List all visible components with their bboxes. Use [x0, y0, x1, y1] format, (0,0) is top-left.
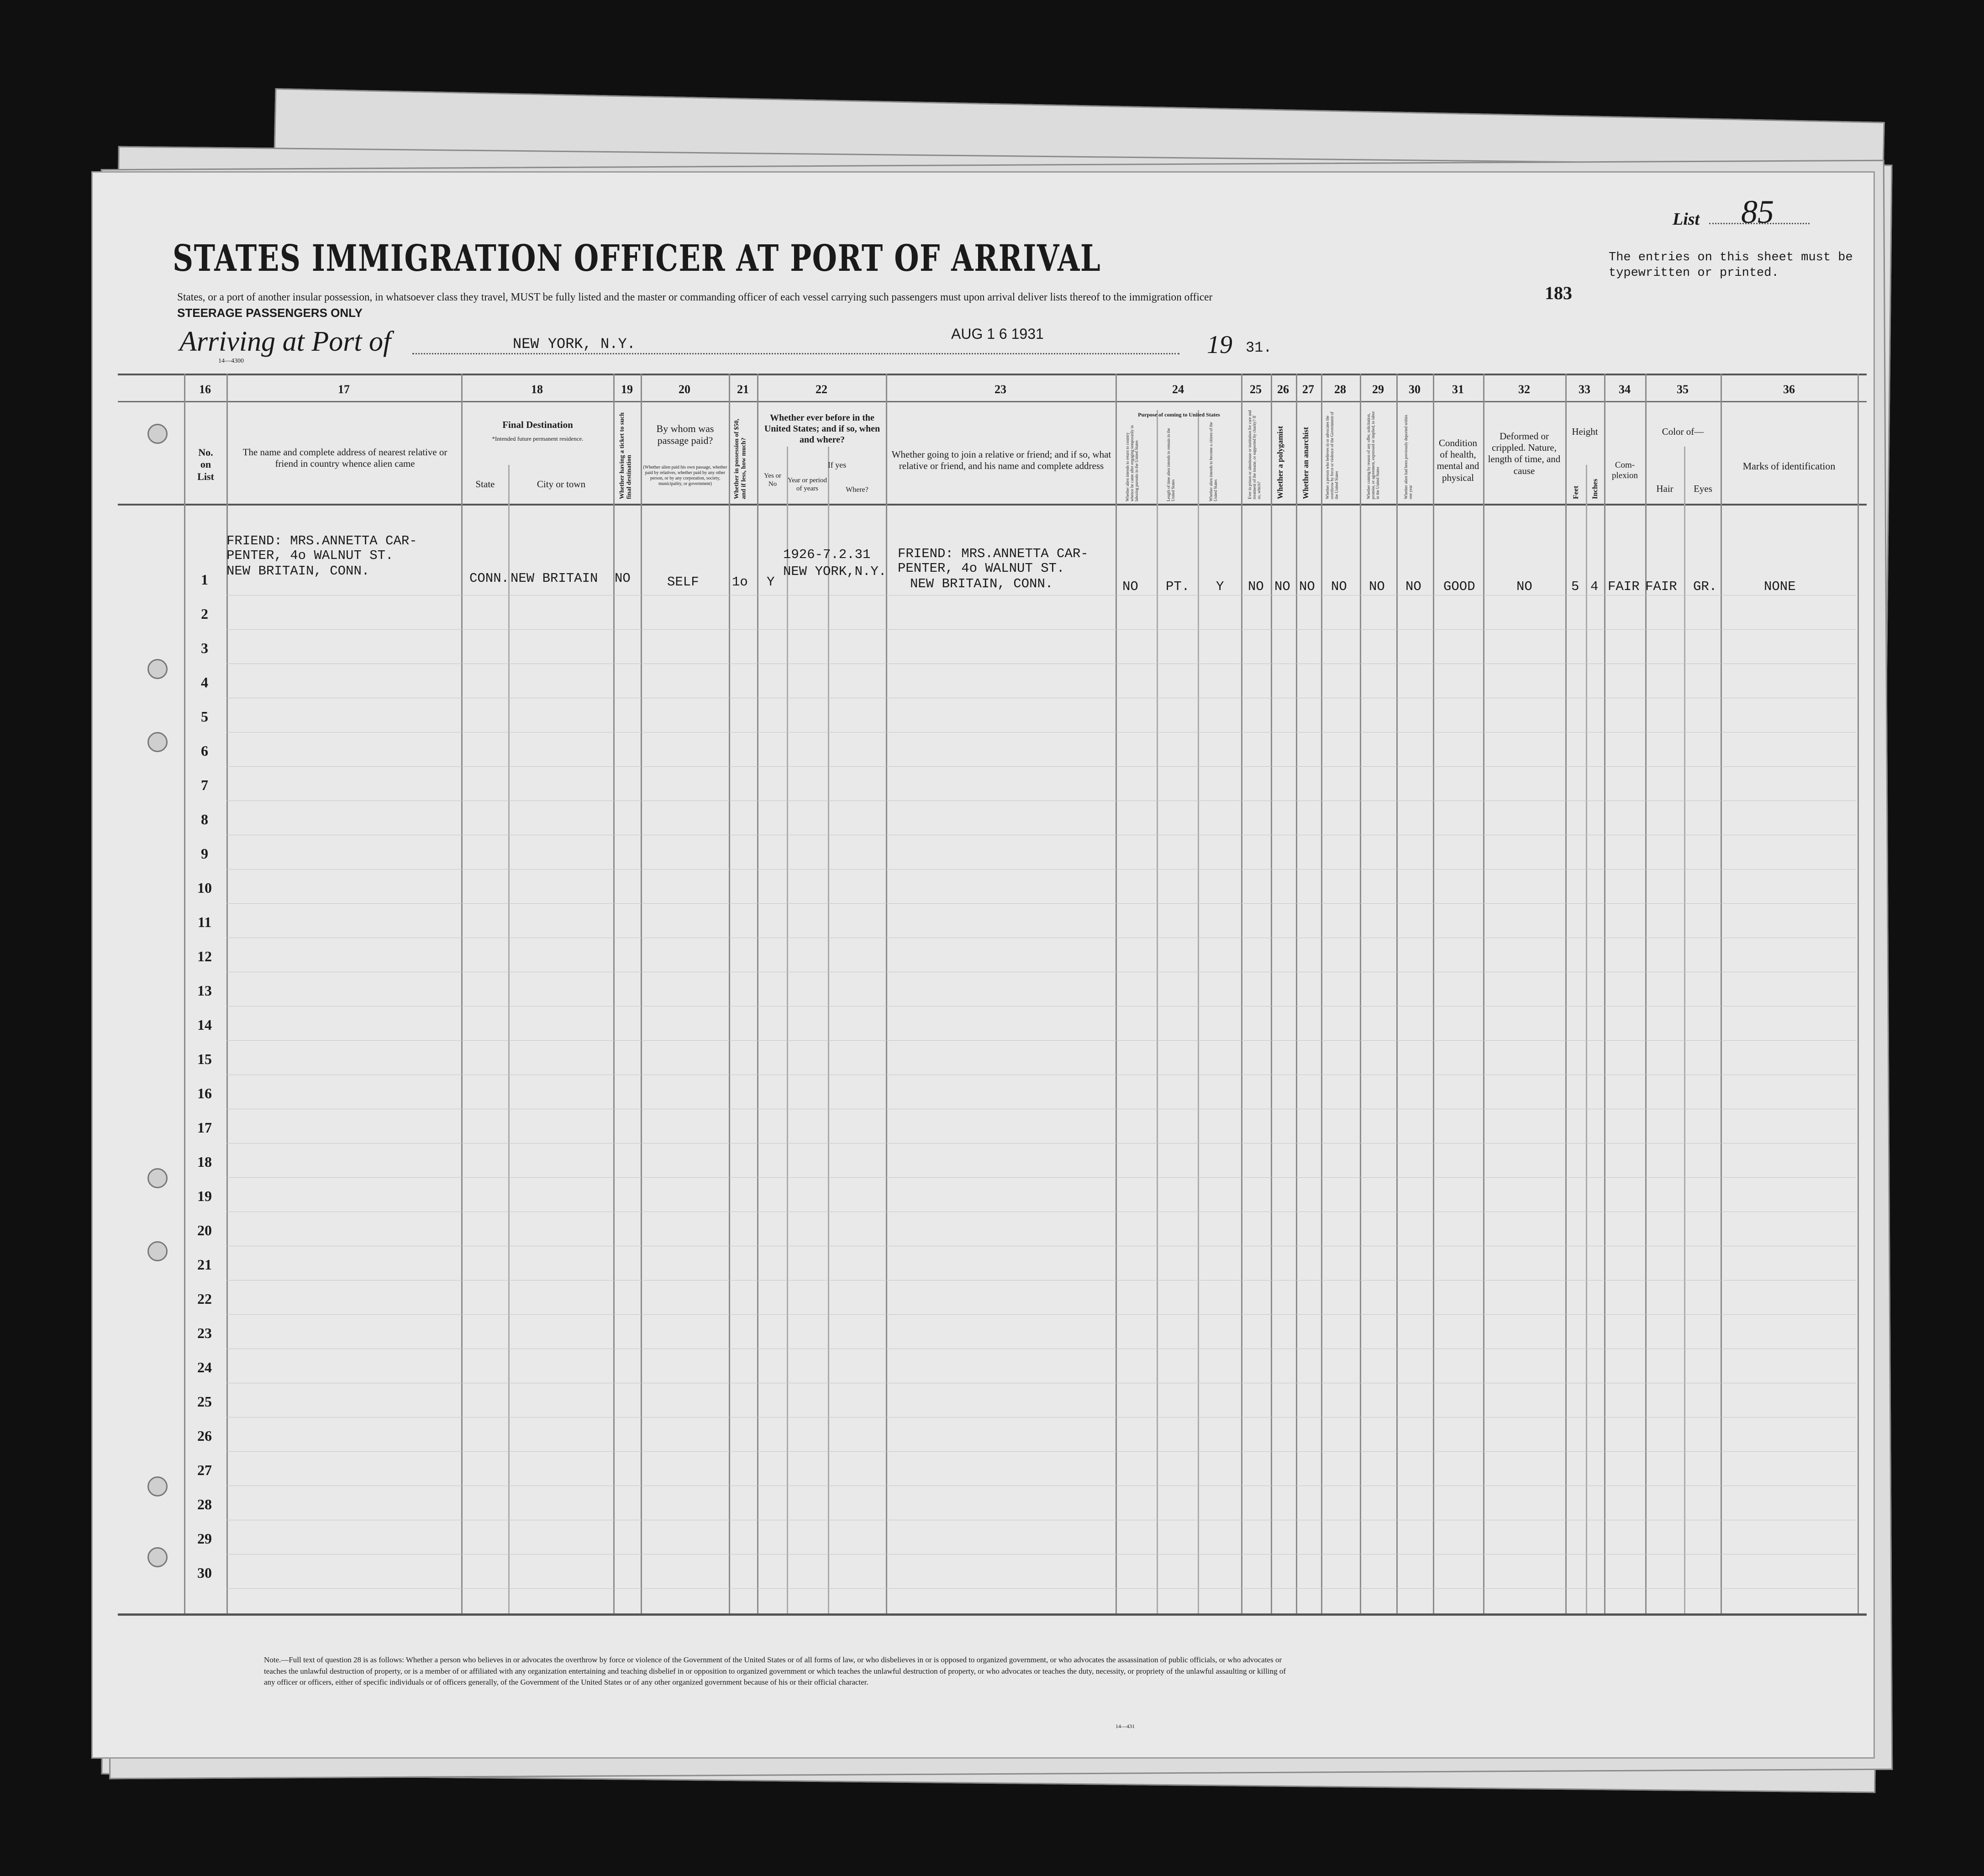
colnum-19: 19: [621, 383, 633, 396]
year-suffix: 31.: [1246, 339, 1272, 356]
col-divider: [1360, 374, 1361, 1613]
row-line: [226, 1314, 1857, 1315]
header-purpose: Purpose of coming to United States: [1138, 411, 1220, 418]
colnum-18: 18: [531, 383, 543, 396]
steerage-label: STEERAGE PASSENGERS ONLY: [177, 306, 363, 320]
header-state: State: [475, 479, 495, 490]
entry-labor-offer: NO: [1369, 579, 1385, 594]
col-divider: [1645, 374, 1647, 1613]
row-line: [226, 1143, 1857, 1144]
entry-purpose-return: NO: [1122, 579, 1138, 594]
header-city: City or town: [537, 479, 586, 490]
binder-hole: [147, 1547, 168, 1567]
entry-marks: NONE: [1764, 579, 1796, 594]
header-prison: Ever in prison or almshouse or institution for care and treatment of the insane, or supported by charity? If so, which?: [1247, 410, 1261, 499]
colnum-17: 17: [338, 383, 350, 396]
entry-health: GOOD: [1443, 579, 1475, 594]
header-final-destination-note: *Intended future permanent residence.: [492, 435, 584, 442]
row-number: 20: [197, 1222, 212, 1238]
header-deformed: Deformed or crippled. Nature, length of time, and cause: [1488, 431, 1561, 476]
entry-deformed: NO: [1516, 579, 1532, 594]
colnum-32: 32: [1518, 383, 1530, 396]
col-divider: [613, 374, 615, 1613]
list-number: 85: [1741, 194, 1774, 230]
header-inches: Inches: [1591, 479, 1599, 499]
header-passage-note: (Whether alien paid his own passage, whether paid by relatives, whether paid by any other person, or by any corporation, society, municipality, or government): [643, 465, 727, 486]
row-number: 23: [197, 1325, 212, 1341]
header-purpose-citizen: Whether alien intends to become a citizen of the United States: [1209, 422, 1218, 501]
header-year: Year or period of years: [788, 477, 827, 492]
row-line: [226, 1280, 1857, 1281]
header-before-in-us: Whether ever before in the United States; and if so, when and where?: [764, 413, 880, 445]
row-number: 1: [201, 571, 208, 588]
header-complexion: Com- plexion: [1612, 460, 1638, 480]
row-number: 18: [197, 1154, 212, 1170]
row-line: [226, 903, 1857, 904]
entry-polygamist: NO: [1274, 579, 1290, 594]
colnum-23: 23: [995, 383, 1006, 396]
col-divider: [1604, 374, 1605, 1613]
footnote: Note.—Full text of question 28 is as follows: Whether a person who believes in or advocates the overthrow by force or violence of the Government of the United States or of all forms of law, or who disbelieves in or is opposed to organized government, or who advocates the assassination of public officials, or who advocates or teaches the unlawful destruction of property, or is a member of or affiliated with any organization entertaining and teaching disbelief in or opposition to organized government or which teaches the unlawful destruction of property, or who advocates or teaches the duty, necessity, or propriety of the unlawful assaulting or killing of any officer or officers, either of specific individuals or of officers generally, of the Government of the United States or of any other organized government because of his or their official character.: [264, 1655, 1286, 1687]
col-divider: [828, 447, 829, 1613]
colnum-30: 30: [1409, 383, 1421, 396]
row-number: 19: [197, 1188, 212, 1204]
col-divider: [729, 374, 730, 1613]
header-join-relative: Whether going to join a relative or friend; and if so, what relative or friend, and his name and complete address: [891, 449, 1111, 472]
col-divider: [184, 374, 185, 1613]
row-line: [226, 1006, 1857, 1007]
entry-prison: NO: [1248, 579, 1264, 594]
colnum-31: 31: [1452, 383, 1464, 396]
header-money: Whether in possession of $50, and if less, how much?: [733, 419, 747, 499]
entry-paid-by: SELF: [667, 574, 699, 590]
row-number: 28: [197, 1496, 212, 1512]
arriving-label: Arriving at Port of: [179, 326, 391, 357]
header-labor-offer: Whether coming by reason of any offer, solicitation, promise, or agreement, expressed or implied, to labor in the United States: [1366, 411, 1380, 499]
header-relative-address: The name and complete address of nearest relative or friend in country whence alien came: [242, 447, 447, 469]
row-number: 7: [201, 777, 208, 793]
header-health: Condition of health, mental and physical: [1437, 437, 1479, 483]
header-marks: Marks of identification: [1742, 460, 1836, 472]
header-final-destination: Final Destination: [502, 419, 573, 430]
binder-hole: [147, 732, 168, 752]
subtitle-line: States, or a port of another insular possession, in whatsoever class they travel, MUST be fully listed and the master or commanding officer of each vessel carrying such passengers must upon arrival deliver lists thereof to the immigration officer: [177, 291, 1213, 303]
row-line: [226, 1451, 1857, 1452]
row-number: 9: [201, 845, 208, 862]
entry-before-where: NEW YORK,N.Y.: [783, 564, 887, 579]
list-label: List: [1673, 210, 1700, 229]
entry-join-line2: PENTER, 4o WALNUT ST.: [898, 561, 1065, 576]
colnum-20: 20: [679, 383, 690, 396]
col-divider: [787, 447, 788, 1613]
arriving-line: [412, 353, 1179, 354]
col-divider: [1157, 410, 1158, 1613]
entry-purpose-length: PT.: [1166, 579, 1190, 594]
col-divider: [1565, 374, 1567, 1613]
header-overthrow: Whether a person who believes in or advocates the overthrow by force or violence of the Government of the United States: [1325, 411, 1339, 499]
col-divider: [757, 374, 758, 1613]
colnum-24: 24: [1172, 383, 1184, 396]
row-line: [226, 766, 1857, 767]
row-number: 24: [197, 1359, 212, 1375]
colnum-33: 33: [1579, 383, 1590, 396]
entry-relative-line2: PENTER, 4o WALNUT ST.: [226, 548, 394, 563]
header-where: Where?: [846, 486, 868, 494]
header-yes-no: Yes or No: [763, 472, 782, 488]
col-divider: [1483, 374, 1484, 1613]
header-if-yes: If yes: [827, 460, 847, 469]
entry-before-yes-no: Y: [767, 574, 775, 590]
year-prefix: 19: [1207, 331, 1232, 359]
row-number: 2: [201, 606, 208, 622]
header-eyes: Eyes: [1694, 483, 1712, 494]
row-number: 21: [197, 1256, 212, 1273]
col-divider: [1858, 374, 1859, 1613]
entry-anarchist: NO: [1299, 579, 1315, 594]
entry-money: 1o: [732, 574, 748, 590]
row-number: 4: [201, 674, 208, 690]
header-polygamist: Whether a polygamist: [1276, 426, 1284, 499]
col-divider: [1433, 374, 1434, 1613]
col-divider: [1116, 374, 1117, 1613]
entry-state: CONN.: [469, 571, 510, 586]
colnum-35: 35: [1677, 383, 1689, 396]
row-number: 29: [197, 1530, 212, 1547]
row-number: 10: [197, 880, 212, 896]
col-divider: [1684, 447, 1685, 1613]
col-divider: [1721, 374, 1722, 1613]
header-no-on-list: No. on List: [197, 447, 214, 482]
row-line: [226, 1040, 1857, 1041]
col-divider: [1271, 374, 1272, 1613]
row-number: 25: [197, 1393, 212, 1410]
row-number: 15: [197, 1051, 212, 1067]
col-divider: [508, 465, 510, 1613]
colnum-27: 27: [1302, 383, 1314, 396]
row-line: [226, 1554, 1857, 1555]
row-number: 6: [201, 743, 208, 759]
entry-join-line3: NEW BRITAIN, CONN.: [910, 576, 1053, 591]
header-purpose-return: Whether alien intends to return to country whence he came after engaging temporarily in laboring pursuits in the United States: [1125, 425, 1139, 501]
row-line: [226, 1177, 1857, 1178]
row-number: 16: [197, 1085, 212, 1101]
entry-relative-line1: FRIEND: MRS.ANNETTA CAR-: [226, 533, 417, 548]
colnum-26: 26: [1277, 383, 1289, 396]
row-number: 26: [197, 1428, 212, 1444]
entry-hair: FAIR: [1645, 579, 1677, 594]
entry-join-line1: FRIEND: MRS.ANNETTA CAR-: [898, 546, 1089, 561]
colnum-28: 28: [1334, 383, 1346, 396]
col-divider: [1198, 410, 1199, 1613]
form-code: 14—4300: [218, 358, 244, 364]
sheet-number: 183: [1545, 283, 1572, 303]
col-divider: [1241, 374, 1242, 1613]
binder-hole: [147, 1476, 168, 1497]
colnum-16: 16: [199, 383, 211, 396]
entry-city: NEW BRITAIN: [510, 571, 598, 586]
header-anarchist: Whether an anarchist: [1301, 427, 1310, 499]
entry-ticket: NO: [615, 571, 631, 586]
col-divider: [461, 374, 463, 1613]
binder-hole: [147, 424, 168, 444]
row-number: 12: [197, 948, 212, 964]
entry-overthrow: NO: [1331, 579, 1347, 594]
row-number: 22: [197, 1291, 212, 1307]
colnum-25: 25: [1250, 383, 1262, 396]
header-height: Height: [1572, 426, 1598, 437]
entry-feet: 5: [1571, 579, 1579, 594]
row-line: [226, 1588, 1857, 1589]
port-name: NEW YORK, N.Y.: [513, 336, 636, 353]
row-number: 30: [197, 1565, 212, 1581]
entry-deported: NO: [1405, 579, 1421, 594]
row-number: 17: [197, 1119, 212, 1136]
row-number: 14: [197, 1017, 212, 1033]
entry-complexion: FAIR: [1608, 579, 1640, 594]
row-line: [226, 629, 1857, 630]
row-number: 3: [201, 640, 208, 656]
colnum-22: 22: [816, 383, 827, 396]
col-divider: [641, 374, 642, 1613]
entry-eyes: GR.: [1693, 579, 1717, 594]
header-ticket: Whether having a ticket to such final destination: [619, 412, 633, 499]
date-stamp: AUG 1 6 1931: [951, 326, 1044, 342]
colnum-29: 29: [1372, 383, 1384, 396]
colnum-34: 34: [1619, 383, 1631, 396]
binder-hole: [147, 1168, 168, 1188]
col-divider: [1586, 465, 1587, 1613]
table-bottom-border: [118, 1613, 1867, 1616]
colnum-36: 36: [1783, 383, 1795, 396]
entry-purpose-citizen: Y: [1216, 579, 1224, 594]
row-number: 13: [197, 982, 212, 999]
footnote-code: 14—431: [1116, 1723, 1135, 1729]
colnum-21: 21: [737, 383, 749, 396]
binder-hole: [147, 1241, 168, 1261]
col-divider: [1296, 374, 1297, 1613]
manifest-sheet: [91, 171, 1875, 1759]
header-feet: Feet: [1572, 485, 1580, 499]
entry-inches: 4: [1590, 579, 1599, 594]
header-hair: Hair: [1656, 483, 1674, 494]
col-divider: [1396, 374, 1398, 1613]
row-number: 11: [197, 914, 212, 930]
header-purpose-length: Length of time alien intends to remain in the United States: [1166, 428, 1175, 501]
binder-hole: [147, 659, 168, 679]
entries-note: The entries on this sheet must be typewritten or printed.: [1609, 251, 1853, 280]
page-title: STATES IMMIGRATION OFFICER AT PORT OF ARRIVAL: [173, 237, 1101, 279]
header-color-of: Color of—: [1662, 426, 1704, 437]
entry-before-year: 1926-7.2.31: [783, 547, 871, 562]
header-passage-paid: By whom was passage paid?: [656, 423, 714, 447]
row-line: [226, 1417, 1857, 1418]
row-number: 27: [197, 1462, 212, 1478]
row-number: 5: [201, 708, 208, 725]
entry-relative-line3: NEW BRITAIN, CONN.: [226, 564, 370, 579]
col-divider: [886, 374, 887, 1613]
col-divider: [1321, 374, 1322, 1613]
row-number: 8: [201, 811, 208, 827]
header-deported: Whether alien had been previously deported within one year: [1404, 415, 1413, 499]
